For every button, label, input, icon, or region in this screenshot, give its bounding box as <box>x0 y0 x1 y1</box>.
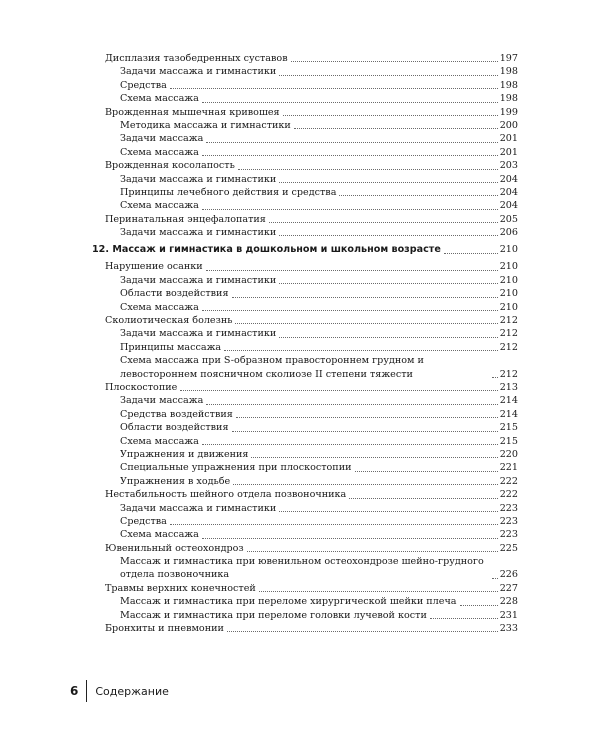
toc-entry-title: Схема массажа <box>120 529 199 541</box>
toc-entry-page: 204 <box>499 173 518 185</box>
toc-entry-page: 226 <box>499 569 518 581</box>
dot-leader <box>444 244 498 254</box>
toc-entry-title: Схема массажа <box>120 146 199 158</box>
toc-entry <box>105 609 518 622</box>
toc-entry <box>105 475 518 488</box>
dot-leader <box>294 119 498 129</box>
toc-entry-page: 212 <box>499 328 518 340</box>
dot-leader <box>339 186 497 196</box>
toc-entry-title: Задачи массажа <box>120 395 204 407</box>
toc-entry-page: 223 <box>499 529 518 541</box>
dot-leader <box>224 341 498 351</box>
toc-entry-title: Специальные упражнения при плоскостопии <box>120 462 352 474</box>
page-number: 6 <box>70 684 79 698</box>
dot-leader <box>492 569 498 579</box>
dot-leader <box>492 368 498 378</box>
toc-entry-title: 12. Массаж и гимнастика в дошкольном и школьном возрасте <box>92 244 441 256</box>
dot-leader <box>259 582 498 592</box>
dot-leader <box>202 200 498 210</box>
dot-leader <box>206 261 498 271</box>
toc-entry-page: 205 <box>499 213 518 225</box>
toc-entry <box>105 287 518 300</box>
toc-entry-page: 212 <box>499 368 518 380</box>
dot-leader <box>227 622 498 632</box>
dot-leader <box>279 328 497 338</box>
toc-entry <box>105 274 518 287</box>
toc-entry-page: 222 <box>499 475 518 487</box>
toc-entry-title: Схема массажа <box>120 301 199 313</box>
toc-entry-page: 223 <box>499 502 518 514</box>
toc-entry <box>105 622 518 635</box>
toc-entry <box>105 394 518 407</box>
toc-entry-title: Дисплазия тазобедренных суставов <box>105 52 288 64</box>
toc-entry-title: Задачи массажа и гимнастики <box>120 274 277 286</box>
dot-leader <box>202 146 498 156</box>
toc-entry-page: 198 <box>499 93 518 105</box>
dot-leader <box>349 489 497 499</box>
toc-entry-page: 213 <box>499 381 518 393</box>
toc-entry-page: 214 <box>499 408 518 420</box>
toc-entry-title: Схема массажа <box>120 93 199 105</box>
toc-entry <box>105 502 518 515</box>
toc-entry-title: Ювенильный остеохондроз <box>105 542 244 554</box>
toc-entry-title: Схема массажа <box>120 435 199 447</box>
toc-entry-page: 199 <box>499 106 518 118</box>
toc-entry <box>105 421 518 434</box>
toc-entry-title: Врожденная косолапость <box>105 160 235 172</box>
toc-entry <box>105 515 518 528</box>
toc-entry-page: 233 <box>499 623 518 635</box>
toc-entry-page: 201 <box>499 133 518 145</box>
toc-entry-page: 214 <box>499 395 518 407</box>
toc-entry <box>105 213 518 226</box>
toc-entry-page: 231 <box>499 609 518 621</box>
toc-entry-title: Нарушение осанки <box>105 261 203 273</box>
toc-entry-title: Нестабильность шейного отдела позвоночника <box>105 489 347 501</box>
toc-entry-title: Принципы лечебного действия и средства <box>120 186 337 198</box>
toc-entry-page: 212 <box>499 315 518 327</box>
dot-leader <box>180 381 497 391</box>
toc-entry <box>105 52 518 65</box>
toc-entry-title: Массаж и гимнастика при переломе головки лучевой кости <box>120 609 427 621</box>
toc-entry-title: Массаж и гимнастика при ювенильном остеохондрозе шейно-грудного отдела позвоночника <box>120 556 484 581</box>
dot-leader <box>291 52 498 62</box>
toc-entry <box>105 341 518 354</box>
toc-entry-title: Задачи массажа и гимнастики <box>120 66 277 78</box>
dot-leader <box>247 542 498 552</box>
toc-entry-title: Средства <box>120 515 167 527</box>
toc-entry-title: Схема массажа при S-образном правостороннем грудном и левостороннем поясничном сколиозе II степени тяжести <box>120 355 424 380</box>
dot-leader <box>233 475 497 485</box>
dot-leader <box>283 106 498 116</box>
dot-leader <box>206 133 497 143</box>
toc-entry-title: Задачи массажа <box>120 133 204 145</box>
dot-leader <box>236 408 498 418</box>
toc-entry-title: Средства воздействия <box>120 408 233 420</box>
toc-entry <box>105 582 518 595</box>
toc-entry-title: Упражнения в ходьбе <box>120 475 231 487</box>
toc-entry-title: Средства <box>120 79 167 91</box>
toc-entry <box>105 408 518 421</box>
toc-entry-page: 204 <box>499 186 518 198</box>
toc-entry-title: Задачи массажа и гимнастики <box>120 227 277 239</box>
toc-entry-page: 223 <box>499 515 518 527</box>
dot-leader <box>238 160 498 170</box>
dot-leader <box>202 93 498 103</box>
toc-entry-page: 222 <box>499 489 518 501</box>
toc-entry <box>105 381 518 394</box>
toc-entry <box>105 119 518 132</box>
toc-entry-page: 198 <box>499 79 518 91</box>
toc-entry-title: Области воздействия <box>120 288 229 300</box>
toc-entry-page: 212 <box>499 341 518 353</box>
toc-entry-title: Массаж и гимнастика при переломе хирургической шейки плеча <box>120 596 457 608</box>
dot-leader <box>202 529 498 539</box>
dot-leader <box>460 596 498 606</box>
dot-leader <box>235 314 497 324</box>
toc-entry-page: 203 <box>499 160 518 172</box>
dot-leader <box>170 515 498 525</box>
toc-entry <box>105 146 518 159</box>
dot-leader <box>279 274 497 284</box>
toc-entry-page: 225 <box>499 542 518 554</box>
dot-leader <box>279 226 497 236</box>
toc-entry-title: Схема массажа <box>120 200 199 212</box>
toc-entry-title: Травмы верхних конечностей <box>105 582 256 594</box>
toc-entry-page: 220 <box>499 448 518 460</box>
dot-leader <box>279 173 497 183</box>
dot-leader <box>269 213 498 223</box>
toc-entry <box>105 528 518 541</box>
toc-entry-title: Принципы массажа <box>120 341 222 353</box>
dot-leader <box>232 422 498 432</box>
toc-entry <box>105 488 518 501</box>
toc-entry-page: 215 <box>499 435 518 447</box>
toc-entry <box>105 595 518 608</box>
toc-entry-title: Методика массажа и гимнастики <box>120 119 291 131</box>
toc-entry-page: 210 <box>499 274 518 286</box>
toc-entry <box>105 448 518 461</box>
toc-entry <box>105 92 518 105</box>
toc-entry <box>105 327 518 340</box>
toc-entry <box>105 435 518 448</box>
page-footer <box>70 680 169 702</box>
toc-entry <box>105 461 518 474</box>
toc-entry-page: 198 <box>499 66 518 78</box>
toc-entry-page: 210 <box>499 261 518 273</box>
toc-entry <box>105 106 518 119</box>
dot-leader <box>251 448 497 458</box>
footer-divider <box>86 680 87 702</box>
dot-leader <box>279 66 497 76</box>
table-of-contents <box>92 52 518 635</box>
toc-entry <box>105 65 518 78</box>
toc-entry-page: 206 <box>499 227 518 239</box>
dot-leader <box>279 502 497 512</box>
toc-entry-title: Упражнения и движения <box>120 448 249 460</box>
toc-entry <box>105 354 518 381</box>
toc-entry-page: 210 <box>499 244 518 256</box>
toc-entry <box>105 301 518 314</box>
toc-entry-title: Задачи массажа и гимнастики <box>120 328 277 340</box>
dot-leader <box>355 462 498 472</box>
toc-entry <box>105 542 518 555</box>
toc-entry <box>105 260 518 273</box>
toc-entry-title: Области воздействия <box>120 422 229 434</box>
toc-entry-title: Перинатальная энцефалопатия <box>105 213 266 225</box>
toc-entry-title: Бронхиты и пневмонии <box>105 623 224 635</box>
dot-leader <box>206 395 497 405</box>
dot-leader <box>232 288 498 298</box>
toc-entry <box>105 173 518 186</box>
toc-entry-page: 197 <box>499 52 518 64</box>
toc-entry-title: Задачи массажа и гимнастики <box>120 173 277 185</box>
toc-entry-page: 200 <box>499 119 518 131</box>
toc-entry <box>105 132 518 145</box>
toc-entry-page: 201 <box>499 146 518 158</box>
toc-entry-page: 228 <box>499 596 518 608</box>
toc-entry <box>105 79 518 92</box>
toc-entry <box>105 186 518 199</box>
toc-entry-page: 210 <box>499 288 518 300</box>
running-header: Содержание <box>95 684 169 698</box>
toc-entry <box>105 314 518 327</box>
dot-leader <box>202 435 498 445</box>
toc-entry-page: 210 <box>499 301 518 313</box>
toc-entry <box>105 159 518 172</box>
toc-entry-title: Врожденная мышечная кривошея <box>105 106 280 118</box>
toc-entry-title: Сколиотическая болезнь <box>105 315 233 327</box>
toc-entry <box>105 555 518 582</box>
toc-entry-page: 204 <box>499 200 518 212</box>
toc-entry <box>105 226 518 239</box>
toc-entry-title: Задачи массажа и гимнастики <box>120 502 277 514</box>
dot-leader <box>202 301 498 311</box>
dot-leader <box>170 79 498 89</box>
toc-entry <box>105 199 518 212</box>
toc-entry-page: 221 <box>499 462 518 474</box>
toc-entry-page: 227 <box>499 582 518 594</box>
toc-entry-title: Плоскостопие <box>105 381 178 393</box>
dot-leader <box>430 609 498 619</box>
toc-chapter <box>92 243 518 257</box>
toc-entry-page: 215 <box>499 422 518 434</box>
